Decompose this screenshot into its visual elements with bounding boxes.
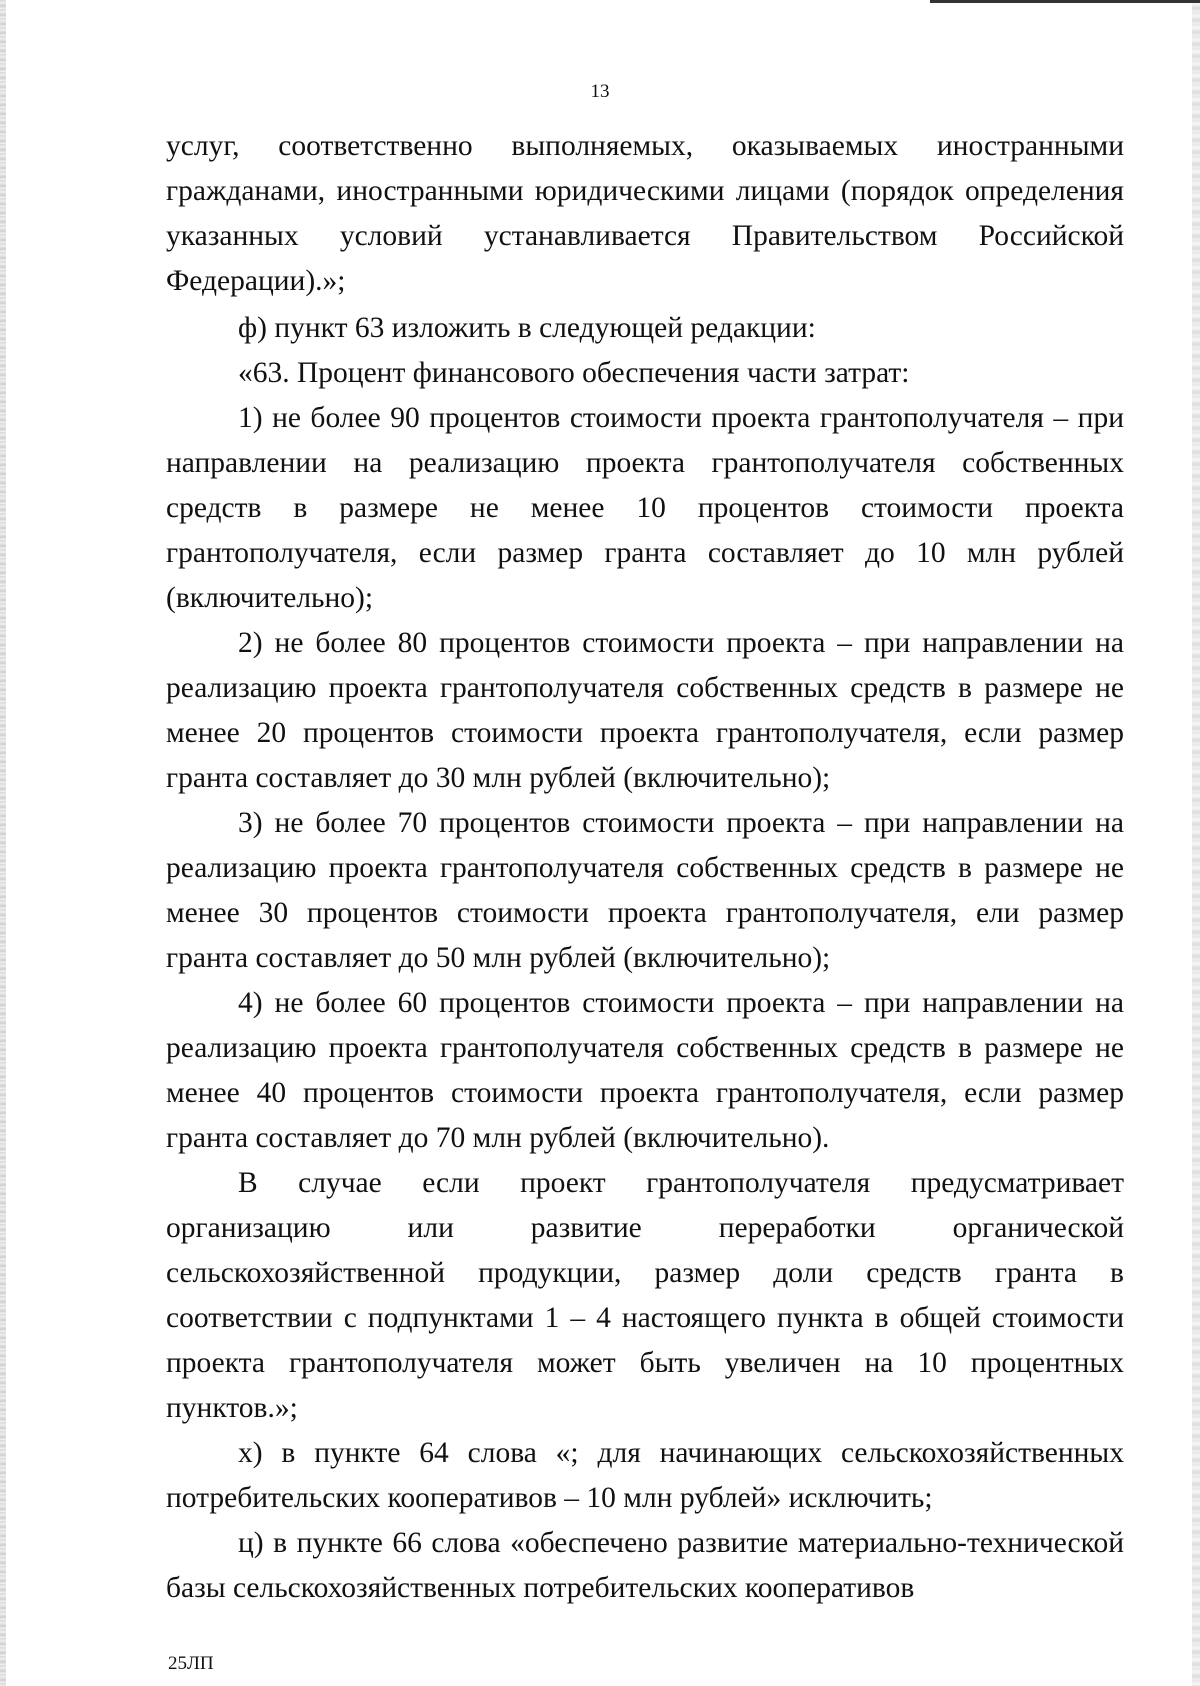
paragraph-point-63: «63. Процент финансового обеспечения части затрат: xyxy=(238,357,910,389)
paragraph-subpoint-2: 2) не более 80 процентов стоимости проекта – при направлении на реализацию проекта грантополучателя собственных средств в размере не менее 20 процентов стоимости проекта грантополучателя, если размер гранта составляет до 30 млн рублей (включительно); xyxy=(166,627,1124,794)
paragraph-item-f: ф) пункт 63 изложить в следующей редакции: xyxy=(238,312,816,344)
document-body xyxy=(166,124,1124,1611)
paragraph-subpoint-4: 4) не более 60 процентов стоимости проекта – при направлении на реализацию проекта грантополучателя собственных средств в размере не менее 40 процентов стоимости проекта грантополучателя, если размер гранта составляет до 70 млн рублей (включительно). xyxy=(166,987,1124,1154)
paragraph-item-ts: ц) в пункте 66 слова «обеспечено развитие материально-технической базы сельскохозяйственных потребительских кооперативов xyxy=(166,1527,1124,1604)
scan-edge-left xyxy=(0,0,6,1686)
paragraph-continuation: услуг, соответственно выполняемых, оказываемых иностранными гражданами, иностранными юридическими лицами (порядок определения указанных условий устанавливается Правительством Российской Федерации).»; xyxy=(166,130,1124,297)
top-rule xyxy=(930,0,1200,3)
paragraph-subpoint-1: 1) не более 90 процентов стоимости проекта грантополучателя – при направлении на реализацию проекта грантополучателя собственных средств в размере не менее 10 процентов стоимости проекта грантополучателя, если размер гранта составляет до 10 млн рублей (включительно); xyxy=(166,402,1124,614)
paragraph-organic-clause: В случае если проект грантополучателя предусматривает организацию или развитие переработки органической сельскохозяйственной продукции, размер доли средств гранта в соответствии с подпунктами 1 – 4 настоящего пункта в общей стоимости проекта грантополучателя может быть увеличен на 10 процентных пунктов.»; xyxy=(166,1167,1124,1424)
scan-edge-right xyxy=(1192,0,1200,1686)
paragraph-subpoint-3: 3) не более 70 процентов стоимости проекта – при направлении на реализацию проекта грантополучателя собственных средств в размере не менее 30 процентов стоимости проекта грантополучателя, ели размер гранта составляет до 50 млн рублей (включительно); xyxy=(166,807,1124,974)
page-number: 13 xyxy=(590,81,610,102)
paragraph-item-kh: х) в пункте 64 слова «; для начинающих сельскохозяйственных потребительских кооперативов – 10 млн рублей» исключить; xyxy=(166,1437,1124,1514)
footer-code: 25ЛП xyxy=(168,1653,214,1674)
